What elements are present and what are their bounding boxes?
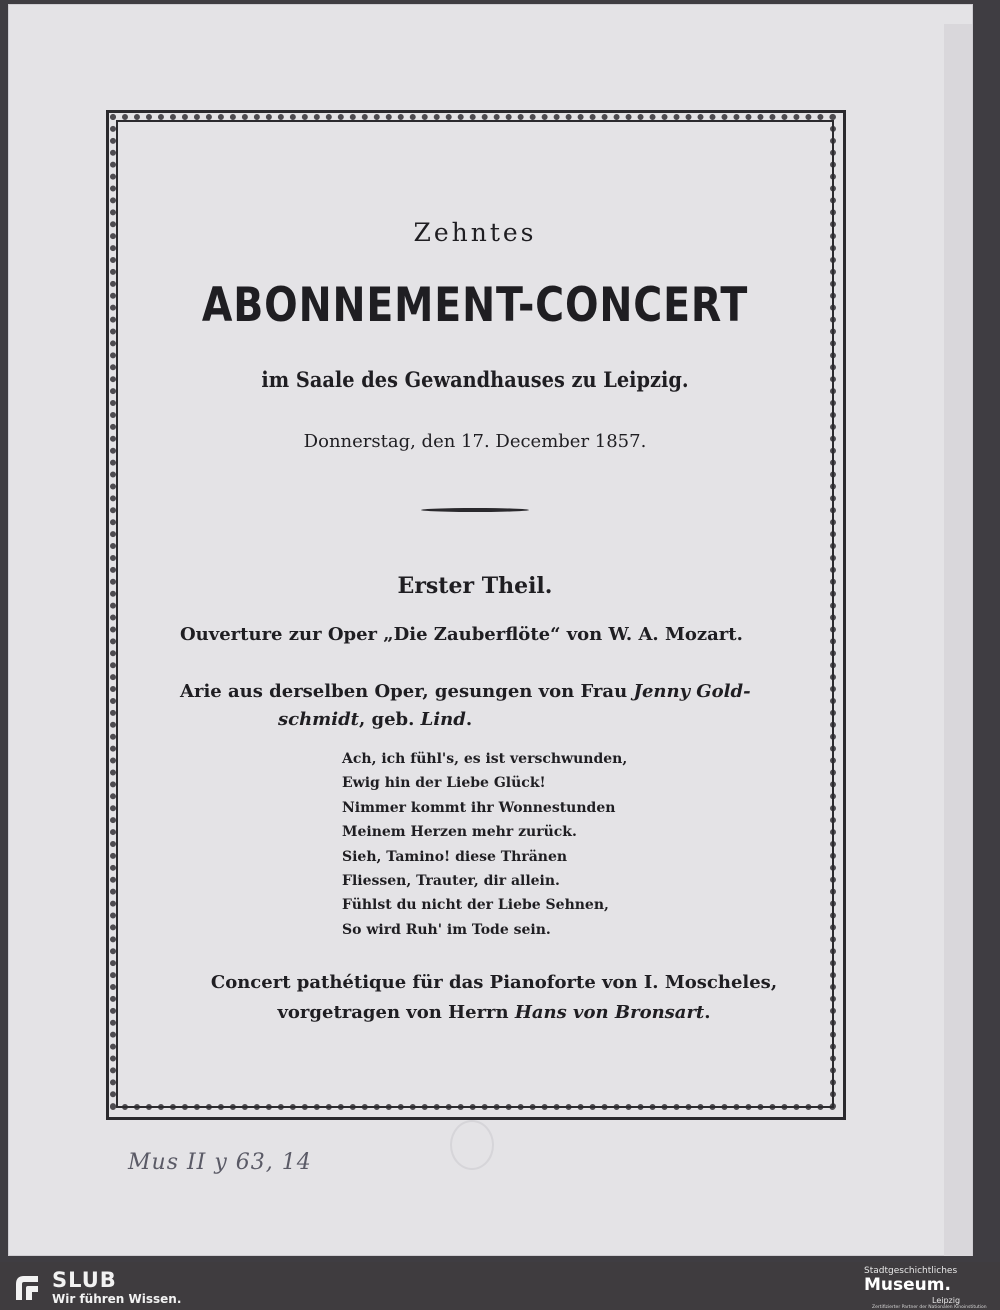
museum-certification: Zertifizierter Partner der Nationalen Kinoinstitution (872, 1305, 987, 1310)
aria-singer-name: Jenny Gold- (633, 681, 751, 702)
aria-suffix: , geb. (358, 709, 421, 730)
aria-singer-name-cont: schmidt (278, 709, 359, 730)
program-item-concerto (158, 968, 830, 1028)
lyric-line: Nimmer kommt ihr Wonnestunden (342, 799, 616, 816)
part-heading: Erster Theil. (397, 573, 553, 599)
concerto-line-2 (158, 998, 830, 1028)
concerto-prefix: vorgetragen von Herrn (277, 1002, 515, 1023)
slub-logo-icon[interactable] (10, 1270, 44, 1304)
program-venue: im Saale des Gewandhauses zu Leipzig. (261, 367, 689, 392)
aria-end: . (465, 709, 473, 730)
museum-city: Leipzig (932, 1296, 961, 1305)
concerto-end: . (704, 1002, 711, 1023)
lyric-line: Ach, ich fühl's, es ist verschwunden, (342, 751, 628, 767)
program-headline: ABONNEMENT-CONCERT (201, 278, 749, 333)
ornamental-border-inner (116, 120, 834, 1108)
program-item-overture: Ouverture zur Oper „Die Zauberflöte“ von W. A. Mozart. (180, 624, 743, 645)
lyric-line: Sieh, Tamino! diese Thränen (342, 848, 568, 865)
museum-name[interactable]: Museum. (864, 1275, 951, 1295)
lyric-line: So wird Ruh' im Tode sein. (342, 921, 551, 938)
lyric-line: Fliessen, Trauter, dir allein. (342, 873, 560, 890)
aria-line-1 (180, 678, 830, 706)
program-date: Donnerstag, den 17. December 1857. (303, 431, 647, 452)
lyric-line: Ewig hin der Liebe Glück! (342, 775, 546, 792)
aria-line-2 (180, 706, 830, 734)
slub-name[interactable]: SLUB (52, 1268, 117, 1292)
museum-top-text: Stadtgeschichtliches (864, 1266, 958, 1276)
slub-tagline: Wir führen Wissen. (52, 1292, 182, 1306)
aria-prefix: Arie aus derselben Oper, gesungen von Frau (180, 681, 634, 702)
paper-edge (944, 24, 972, 1256)
library-stamp (450, 1120, 494, 1170)
viewer-footer (0, 1262, 1000, 1310)
lyric-line: Meinem Herzen mehr zurück. (342, 824, 577, 841)
lyric-line: Fühlst du nicht der Liebe Sehnen, (342, 897, 609, 914)
aria-lyrics (342, 747, 627, 942)
program-item-aria (180, 678, 830, 734)
aria-singer-maiden-name: Lind (420, 709, 466, 730)
handwritten-shelfmark: Mus II y 63, 14 (128, 1150, 312, 1175)
concerto-soloist-name: Hans von Bronsart (514, 1002, 705, 1023)
decorative-rule (421, 508, 529, 512)
program-kicker: Zehntes (413, 218, 537, 247)
concerto-line-1: Concert pathétique für das Pianoforte von I. Moscheles, (210, 972, 778, 993)
